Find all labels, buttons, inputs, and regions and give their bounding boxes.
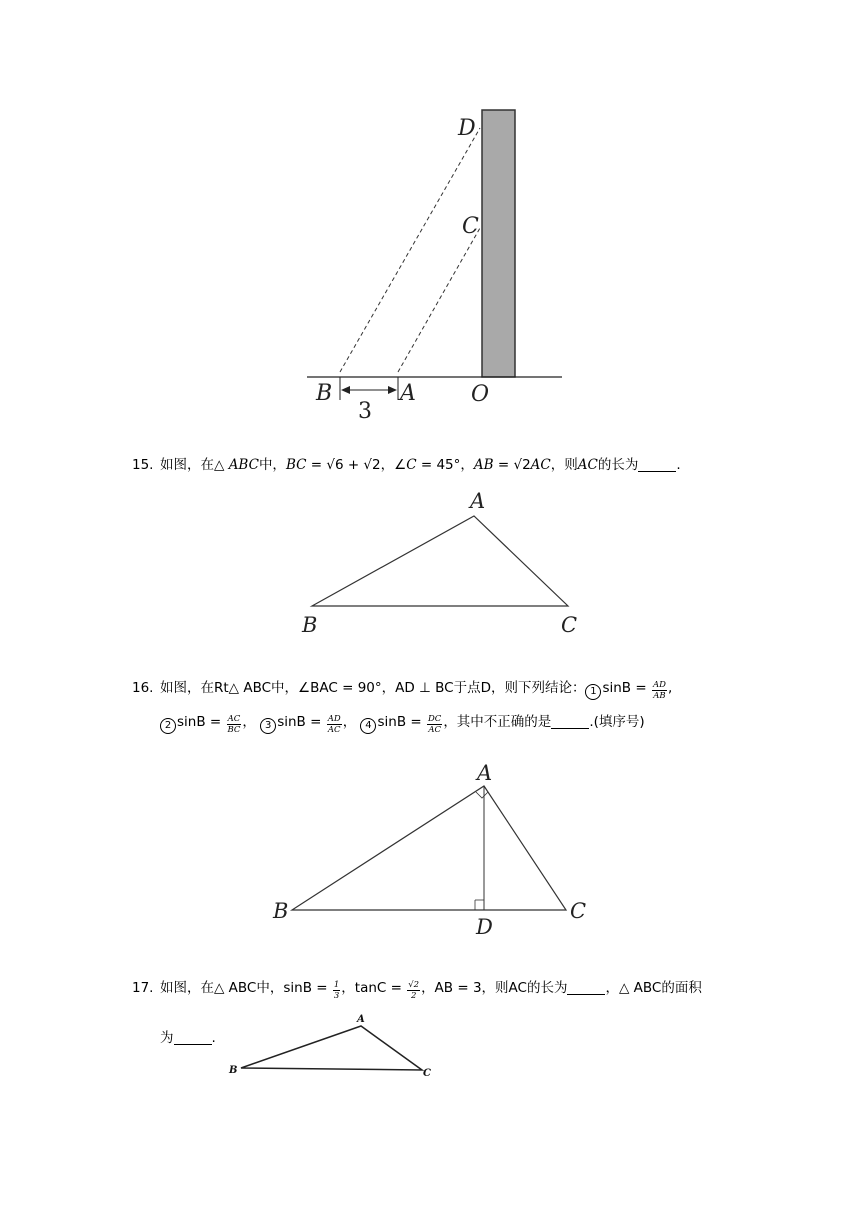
label-c: C bbox=[570, 899, 587, 923]
option-3-marker: 3 bbox=[260, 718, 276, 734]
arrow-left bbox=[341, 386, 350, 394]
dashed-line-bd bbox=[340, 128, 480, 372]
fraction: $\frac{DC}{AC}$ bbox=[427, 714, 442, 735]
label-d: D bbox=[476, 915, 493, 939]
right-angle-a bbox=[476, 792, 488, 798]
triangle-abc bbox=[292, 786, 566, 910]
label-a: A bbox=[400, 381, 416, 406]
answer-blank[interactable] bbox=[551, 714, 589, 729]
distance-label: 3 bbox=[358, 399, 372, 424]
question-number: 15. bbox=[132, 457, 154, 473]
answer-blank-ac[interactable] bbox=[567, 980, 605, 995]
arrow-right bbox=[388, 386, 397, 394]
label-c: C bbox=[462, 214, 479, 239]
fraction: $\frac{AD}{AB}$ bbox=[652, 680, 666, 701]
question-16: 16. 如图，在Rt△ ABC中，∠BAC = 90°，AD ⊥ BC于点D，则下列结论： 1 sinB = $\frac{AD}{AB}$ , 2 sinB = $\frac{AC}{BC}$ ， 3 sinB = $\frac{AD}{AC}$ ， 4 sinB = $\frac{DC}{AC}$ ，其中不正确的是 .(填序号) bbox=[132, 677, 772, 735]
label-d: D bbox=[458, 116, 476, 141]
fraction: $\frac{√2}{2}$ bbox=[408, 980, 420, 1001]
pillar bbox=[482, 110, 515, 377]
label-c: C bbox=[561, 613, 578, 637]
question-15: 15. 如图，在△ ABC中，BC = √6 + √2，∠C = 45°，AB = √2AC，则AC的长为 . bbox=[132, 454, 772, 476]
fraction: $\frac{1}{3}$ bbox=[333, 980, 340, 1001]
figure-14 bbox=[307, 110, 562, 424]
question-17: 17. 如图，在△ ABC中，sinB = $\frac{1}{3}$ ，tanC = $\frac{√2}{2}$ ，AB = 3，则AC的长为 ，△ ABC的面积 为 . bbox=[132, 977, 772, 1049]
label-b: B bbox=[302, 613, 318, 637]
option-2-marker: 2 bbox=[160, 718, 176, 734]
figure-16 bbox=[272, 761, 586, 939]
label-o: O bbox=[471, 382, 490, 407]
fraction: $\frac{AD}{AC}$ bbox=[327, 714, 341, 735]
option-4-marker: 4 bbox=[360, 718, 376, 734]
label-c: C bbox=[423, 1068, 431, 1079]
label-a: A bbox=[477, 761, 493, 785]
figure-15 bbox=[301, 489, 577, 637]
question-number: 17. bbox=[132, 980, 154, 996]
triangle-abc bbox=[312, 516, 568, 606]
label-b: B bbox=[316, 381, 333, 406]
question-number: 16. bbox=[132, 680, 154, 696]
answer-blank-area[interactable] bbox=[174, 1030, 212, 1045]
label-a: A bbox=[357, 1014, 365, 1025]
label-a: A bbox=[470, 489, 486, 513]
fraction: $\frac{AC}{BC}$ bbox=[227, 714, 241, 735]
label-b: B bbox=[229, 1065, 238, 1076]
label-b: B bbox=[273, 899, 289, 923]
option-1-marker: 1 bbox=[585, 684, 601, 700]
answer-blank[interactable] bbox=[638, 457, 676, 472]
